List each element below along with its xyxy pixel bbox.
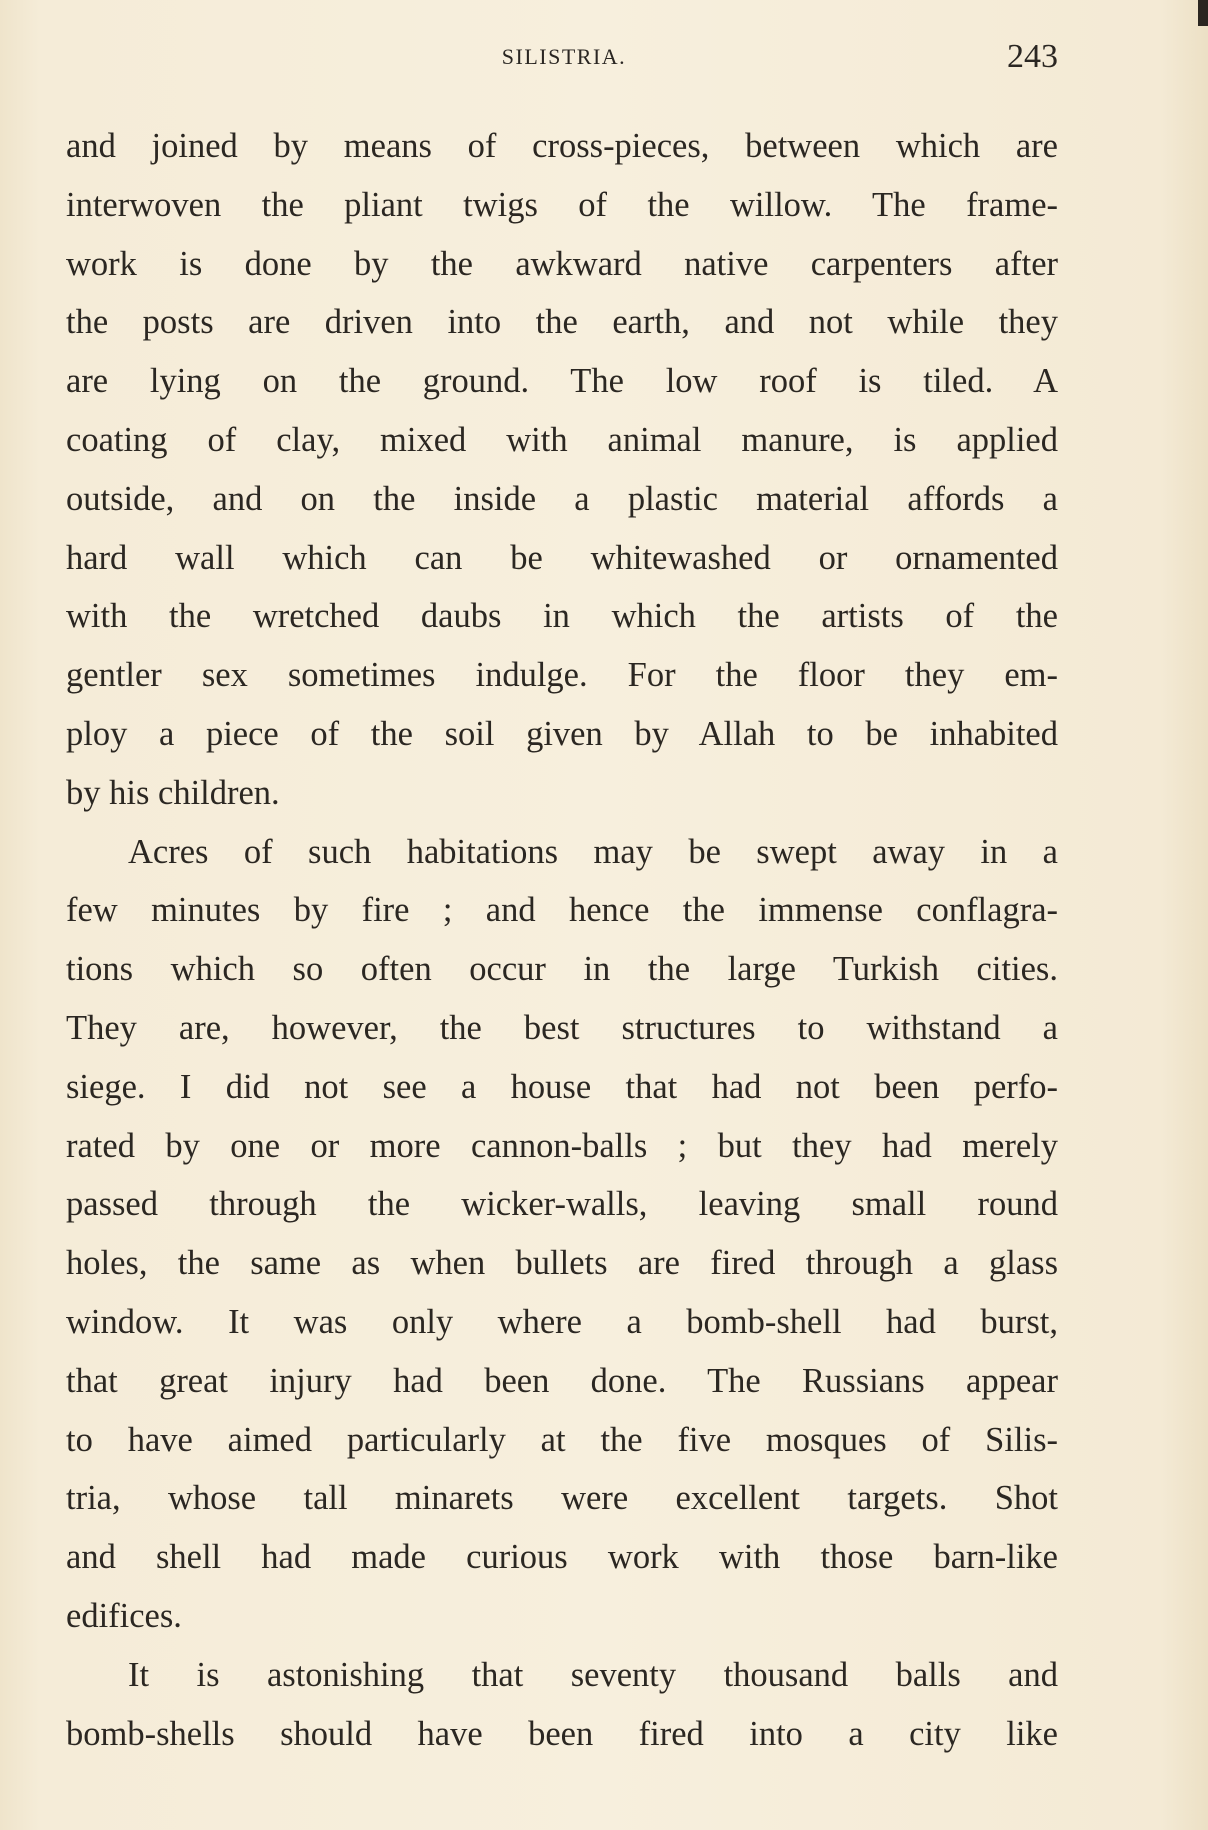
text-line: few minutes by fire ; and hence the immense conflagra- [66, 891, 1058, 930]
body-text [66, 117, 1058, 1763]
text-line: window. It was only where a bomb-shell had burst, [66, 1302, 1058, 1341]
text-line: rated by one or more cannon-balls ; but they had merely [66, 1126, 1058, 1165]
text-line: holes, the same as when bullets are fired through a glass [66, 1244, 1058, 1283]
paragraph-end-line: edifices. [66, 1596, 182, 1635]
text-line: with the wretched daubs in which the artists of the [66, 597, 1058, 636]
text-line: are lying on the ground. The low roof is tiled. A [66, 362, 1058, 401]
text-line: hard wall which can be whitewashed or ornamented [66, 538, 1058, 577]
page-number: 243 [1007, 38, 1058, 75]
text-line: the posts are driven into the earth, and not while they [66, 303, 1058, 342]
text-line: tions which so often occur in the large Turkish cities. [66, 950, 1058, 989]
text-line: ploy a piece of the soil given by Allah to be inhabited [66, 714, 1058, 753]
text-line: interwoven the pliant twigs of the willow. The frame- [66, 185, 1058, 224]
paragraph-start-line: It is astonishing that seventy thousand balls and [128, 1655, 1058, 1694]
page-header [70, 38, 1058, 82]
text-line: and joined by means of cross-pieces, between which are [66, 127, 1058, 165]
text-line: to have aimed particularly at the five mosques of Silis- [66, 1420, 1058, 1459]
paragraph-start-line: Acres of such habitations may be swept away in a [128, 832, 1058, 871]
text-line: outside, and on the inside a plastic material affords a [66, 479, 1058, 518]
text-line: coating of clay, mixed with animal manure, is applied [66, 420, 1058, 459]
text-line: work is done by the awkward native carpenters after [66, 244, 1058, 283]
text-line: They are, however, the best structures to withstand a [66, 1008, 1058, 1047]
paragraph-end-line: by his children. [66, 773, 280, 812]
text-line: siege. I did not see a house that had not been perfo- [66, 1067, 1058, 1106]
text-line: that great injury had been done. The Russians appear [66, 1361, 1058, 1400]
text-line: gentler sex sometimes indulge. For the floor they em- [66, 656, 1058, 695]
page-edge-mark [1198, 0, 1208, 26]
running-head: SILISTRIA. [501, 44, 627, 69]
text-line: bomb-shells should have been fired into a city like [66, 1714, 1058, 1753]
text-line: tria, whose tall minarets were excellent targets. Shot [66, 1479, 1058, 1518]
text-line: passed through the wicker-walls, leaving small round [66, 1185, 1058, 1224]
text-line: and shell had made curious work with those barn-like [66, 1538, 1058, 1577]
